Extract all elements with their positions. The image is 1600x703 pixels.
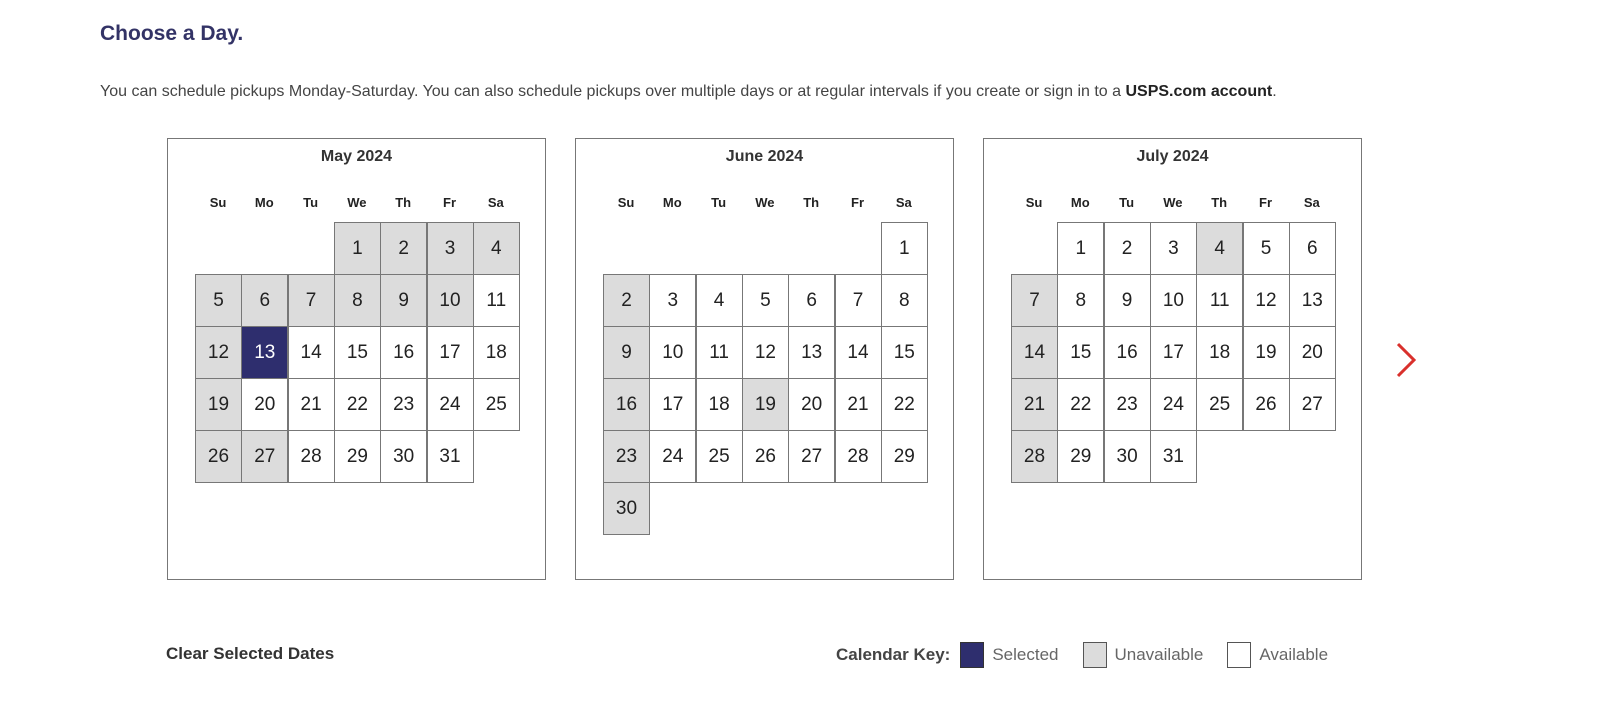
weekday-header: Th: [1211, 195, 1228, 210]
day-cell[interactable]: 17: [649, 378, 696, 431]
month-title: June 2024: [725, 148, 804, 165]
day-cell[interactable]: 5: [1243, 222, 1290, 275]
day-cell[interactable]: 27: [788, 430, 835, 483]
day-cell[interactable]: 24: [1150, 378, 1197, 431]
day-cell-unavailable: 28: [1011, 430, 1058, 483]
day-cell[interactable]: 6: [1289, 222, 1336, 275]
day-cell[interactable]: 29: [1057, 430, 1104, 483]
day-cell[interactable]: 25: [1196, 378, 1243, 431]
chevron-right-icon: [1392, 340, 1422, 380]
day-cell[interactable]: 25: [696, 430, 743, 483]
day-cell[interactable]: 20: [1289, 326, 1336, 379]
day-cell[interactable]: 22: [334, 378, 381, 431]
day-cell[interactable]: 22: [1057, 378, 1104, 431]
day-cell[interactable]: 11: [473, 274, 520, 327]
day-cell[interactable]: 15: [334, 326, 381, 379]
day-cell[interactable]: 1: [881, 222, 928, 275]
available-swatch: [1227, 642, 1251, 668]
day-cell-unavailable: 5: [195, 274, 242, 327]
day-cell[interactable]: 26: [742, 430, 789, 483]
day-cell[interactable]: 23: [1104, 378, 1151, 431]
day-cell[interactable]: 14: [288, 326, 335, 379]
day-cell[interactable]: 12: [1243, 274, 1290, 327]
weekday-header: Tu: [303, 195, 319, 210]
day-cell-unavailable: 1: [334, 222, 381, 275]
day-cell[interactable]: 21: [288, 378, 335, 431]
weekday-header: We: [1163, 195, 1183, 210]
day-cell-unavailable: 14: [1011, 326, 1058, 379]
day-cell[interactable]: 12: [742, 326, 789, 379]
day-cell[interactable]: 13: [788, 326, 835, 379]
day-cell[interactable]: 22: [881, 378, 928, 431]
day-cell[interactable]: 16: [380, 326, 427, 379]
day-cell[interactable]: 31: [427, 430, 474, 483]
day-cell[interactable]: 28: [288, 430, 335, 483]
intro-body: You can schedule pickups Monday-Saturday. You can also schedule pickups over multiple days or at regular intervals if you create or sign in to a: [100, 83, 1126, 100]
calendar-key: [836, 642, 1328, 668]
weekday-header: Su: [1025, 195, 1043, 210]
day-cell[interactable]: 21: [835, 378, 882, 431]
day-cell[interactable]: 8: [1057, 274, 1104, 327]
weekday-header: Th: [803, 195, 820, 210]
month-title: July 2024: [1136, 148, 1209, 165]
weekday-header: Th: [395, 195, 412, 210]
day-cell-unavailable: 9: [380, 274, 427, 327]
calendar-month: [575, 138, 954, 580]
day-cell-unavailable: 19: [195, 378, 242, 431]
day-cell[interactable]: 8: [881, 274, 928, 327]
day-cell-unavailable: 4: [1196, 222, 1243, 275]
day-cell[interactable]: 14: [835, 326, 882, 379]
day-cell-unavailable: 7: [288, 274, 335, 327]
weekday-header: Su: [617, 195, 635, 210]
day-cell-unavailable: 12: [195, 326, 242, 379]
day-cell[interactable]: 5: [742, 274, 789, 327]
day-cell[interactable]: 4: [696, 274, 743, 327]
usps-account-link[interactable]: USPS.com account: [1125, 83, 1273, 100]
day-cell[interactable]: 26: [1243, 378, 1290, 431]
weekday-header: We: [347, 195, 367, 210]
day-cell-unavailable: 6: [241, 274, 288, 327]
day-cell[interactable]: 17: [427, 326, 474, 379]
weekday-header: Mo: [254, 195, 274, 210]
day-cell[interactable]: 11: [1196, 274, 1243, 327]
day-cell[interactable]: 3: [649, 274, 696, 327]
intro-end: .: [1272, 83, 1277, 100]
key-selected: Selected: [992, 645, 1059, 664]
weekday-header: Fr: [443, 195, 456, 210]
day-cell[interactable]: 20: [241, 378, 288, 431]
selected-swatch: [960, 642, 984, 668]
calendar-month: [167, 138, 546, 580]
weekday-header: Sa: [1303, 195, 1320, 210]
key-unavailable: Unavailable: [1114, 645, 1204, 664]
day-cell-unavailable: 30: [603, 482, 650, 535]
day-cell[interactable]: 10: [1150, 274, 1197, 327]
month-title: May 2024: [320, 148, 393, 165]
day-cell[interactable]: 29: [334, 430, 381, 483]
day-cell-unavailable: 16: [603, 378, 650, 431]
day-cell[interactable]: 29: [881, 430, 928, 483]
day-cell[interactable]: 15: [1057, 326, 1104, 379]
weekday-header: Tu: [711, 195, 727, 210]
day-cell[interactable]: 20: [788, 378, 835, 431]
day-cell[interactable]: 18: [696, 378, 743, 431]
weekday-header: Sa: [487, 195, 504, 210]
day-cell[interactable]: 9: [1104, 274, 1151, 327]
day-cell[interactable]: 19: [1243, 326, 1290, 379]
day-cell[interactable]: 17: [1150, 326, 1197, 379]
day-cell[interactable]: 16: [1104, 326, 1151, 379]
day-cell[interactable]: 2: [1104, 222, 1151, 275]
key-available: Available: [1259, 645, 1329, 664]
day-cell-unavailable: 8: [334, 274, 381, 327]
day-cell[interactable]: 27: [1289, 378, 1336, 431]
day-cell[interactable]: 25: [473, 378, 520, 431]
day-cell-unavailable: 19: [742, 378, 789, 431]
day-cell-unavailable: 21: [1011, 378, 1058, 431]
weekday-header: Fr: [1259, 195, 1272, 210]
day-cell[interactable]: 30: [380, 430, 427, 483]
weekday-header: We: [755, 195, 775, 210]
weekday-header: Mo: [1070, 195, 1090, 210]
day-cell-unavailable: 23: [603, 430, 650, 483]
page-title: Choose a Day.: [100, 22, 244, 45]
unavailable-swatch: [1083, 642, 1107, 668]
day-cell-unavailable: 2: [380, 222, 427, 275]
day-cell[interactable]: 24: [427, 378, 474, 431]
weekday-header: Sa: [895, 195, 912, 210]
day-cell[interactable]: 18: [473, 326, 520, 379]
day-cell-unavailable: 3: [427, 222, 474, 275]
day-cell[interactable]: 15: [881, 326, 928, 379]
day-cell-unavailable: 27: [241, 430, 288, 483]
weekday-header: Tu: [1119, 195, 1135, 210]
day-cell[interactable]: 13: [1289, 274, 1336, 327]
day-cell[interactable]: 11: [696, 326, 743, 379]
day-cell-unavailable: 2: [603, 274, 650, 327]
day-cell-unavailable: 4: [473, 222, 520, 275]
day-cell-unavailable: 7: [1011, 274, 1058, 327]
day-cell[interactable]: 6: [788, 274, 835, 327]
day-cell[interactable]: 10: [649, 326, 696, 379]
next-month-button[interactable]: [1392, 340, 1422, 380]
weekday-header: Mo: [662, 195, 682, 210]
day-cell[interactable]: 28: [835, 430, 882, 483]
calendar-month: [983, 138, 1362, 580]
weekday-header: Su: [209, 195, 227, 210]
day-cell[interactable]: 18: [1196, 326, 1243, 379]
day-cell-selected[interactable]: 13: [241, 326, 288, 379]
day-cell[interactable]: 30: [1104, 430, 1151, 483]
day-cell[interactable]: 3: [1150, 222, 1197, 275]
calendar-key-label: Calendar Key:: [836, 645, 951, 664]
day-cell[interactable]: 24: [649, 430, 696, 483]
clear-selected-dates-button[interactable]: Clear Selected Dates: [166, 644, 335, 663]
intro-text: [100, 83, 1277, 101]
day-cell-unavailable: 10: [427, 274, 474, 327]
day-cell[interactable]: 23: [380, 378, 427, 431]
day-cell[interactable]: 31: [1150, 430, 1197, 483]
day-cell-unavailable: 26: [195, 430, 242, 483]
day-cell[interactable]: 7: [835, 274, 882, 327]
day-cell[interactable]: 1: [1057, 222, 1104, 275]
day-cell-unavailable: 9: [603, 326, 650, 379]
weekday-header: Fr: [851, 195, 864, 210]
